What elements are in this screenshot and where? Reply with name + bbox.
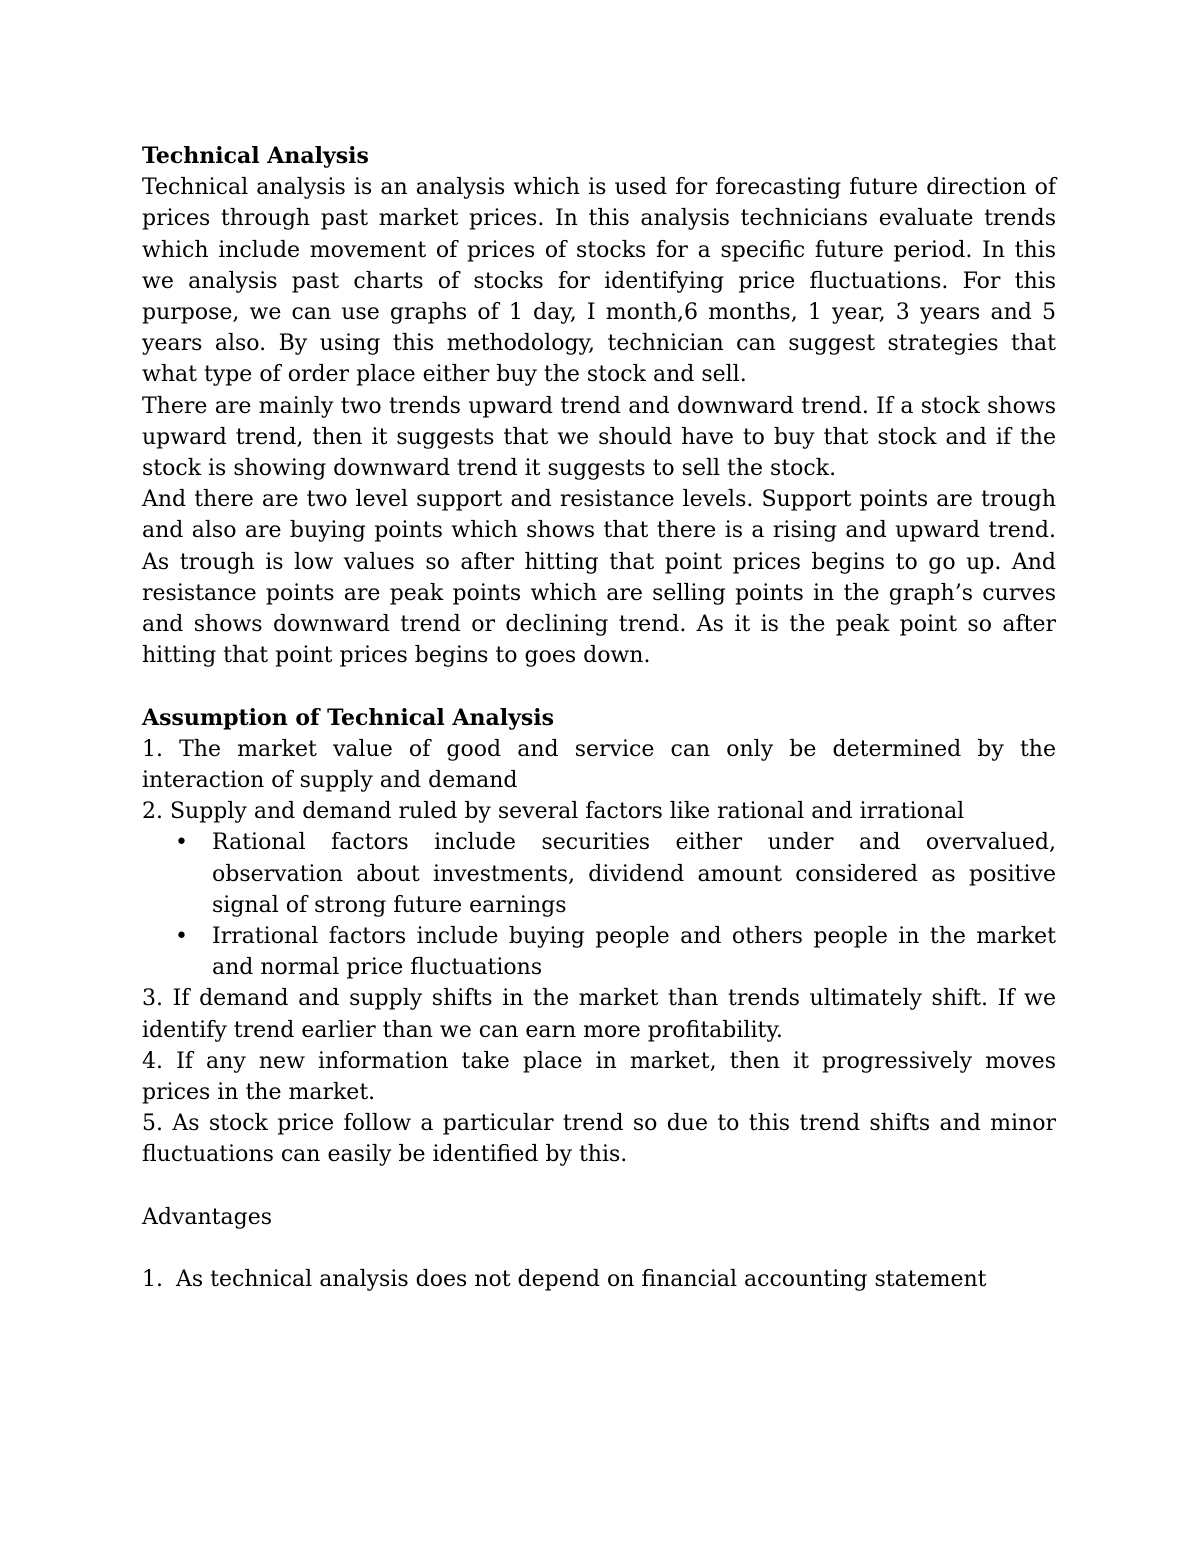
bullet-item-irrational bbox=[142, 921, 1056, 983]
section-heading-technical-analysis: Technical Analysis bbox=[142, 143, 369, 169]
bullet-item-rational bbox=[142, 827, 1056, 921]
assumption-point-2: 2. Supply and demand ruled by several factors like rational and irrational bbox=[142, 799, 965, 825]
advantage-text: As technical analysis does not depend on financial accounting statement bbox=[176, 1267, 987, 1293]
spacer bbox=[142, 1171, 1056, 1202]
assumption-point-1: 1. The market value of good and service can only be determined by the interaction of supply and demand bbox=[142, 736, 1056, 794]
paragraph-definition: Technical analysis is an analysis which is used for forecasting future direction of prices through past market prices. In this analysis technicians evaluate trends which include movement of prices of stocks for a specific future period. In this we analysis past charts of stocks for identifying price fluctuations. For this purpose, we can use graphs of 1 day, I month,6 months, 1 year, 3 years and 5 years also. By using this methodology, technician can suggest strategies that what type of order place either buy the stock and sell. bbox=[142, 175, 1056, 388]
bullet-icon: • bbox=[175, 924, 188, 950]
bullet-icon: • bbox=[175, 830, 188, 856]
document-body bbox=[142, 141, 1056, 1295]
assumption-point-3: 3. If demand and supply shifts in the market than trends ultimately shift. If we identify trend earlier than we can earn more profitability. bbox=[142, 986, 1056, 1043]
spacer bbox=[142, 671, 1056, 702]
paragraph-trends: There are mainly two trends upward trend and downward trend. If a stock shows upward trend, then it suggests that we should have to buy that stock and if the stock is showing downward trend it suggests to sell the stock. bbox=[142, 393, 1056, 482]
paragraph-support-resistance: And there are two level support and resistance levels. Support points are trough and also are buying points which shows that there is a rising and upward trend. As trough is low values so after hitting that point prices begins to go up. And resistance points are peak points which are selling points in the graph’s curves and shows downward trend or declining trend. As it is the peak point so after hitting that point prices begins to goes down. bbox=[142, 487, 1056, 669]
assumption-point-4: 4. If any new information take place in market, then it progressively moves prices in the market. bbox=[142, 1048, 1056, 1106]
section-heading-advantages: Advantages bbox=[142, 1204, 273, 1230]
bullet-text: Irrational factors include buying people and others people in the market and normal price fluctuations bbox=[212, 924, 1056, 981]
assumption-point-5: 5. As stock price follow a particular trend so due to this trend shifts and minor fluctuations can easily be identified by this. bbox=[142, 1111, 1056, 1168]
advantage-item bbox=[142, 1264, 1056, 1295]
list-number: 1. bbox=[142, 1267, 163, 1293]
spacer bbox=[142, 1233, 1056, 1264]
advantages-list bbox=[142, 1264, 1056, 1295]
factors-bullet-list bbox=[142, 827, 1056, 983]
bullet-text: Rational factors include securities either under and overvalued, observation about investments, dividend amount considered as positive signal of strong future earnings bbox=[212, 830, 1056, 918]
section-heading-assumptions: Assumption of Technical Analysis bbox=[142, 704, 554, 731]
